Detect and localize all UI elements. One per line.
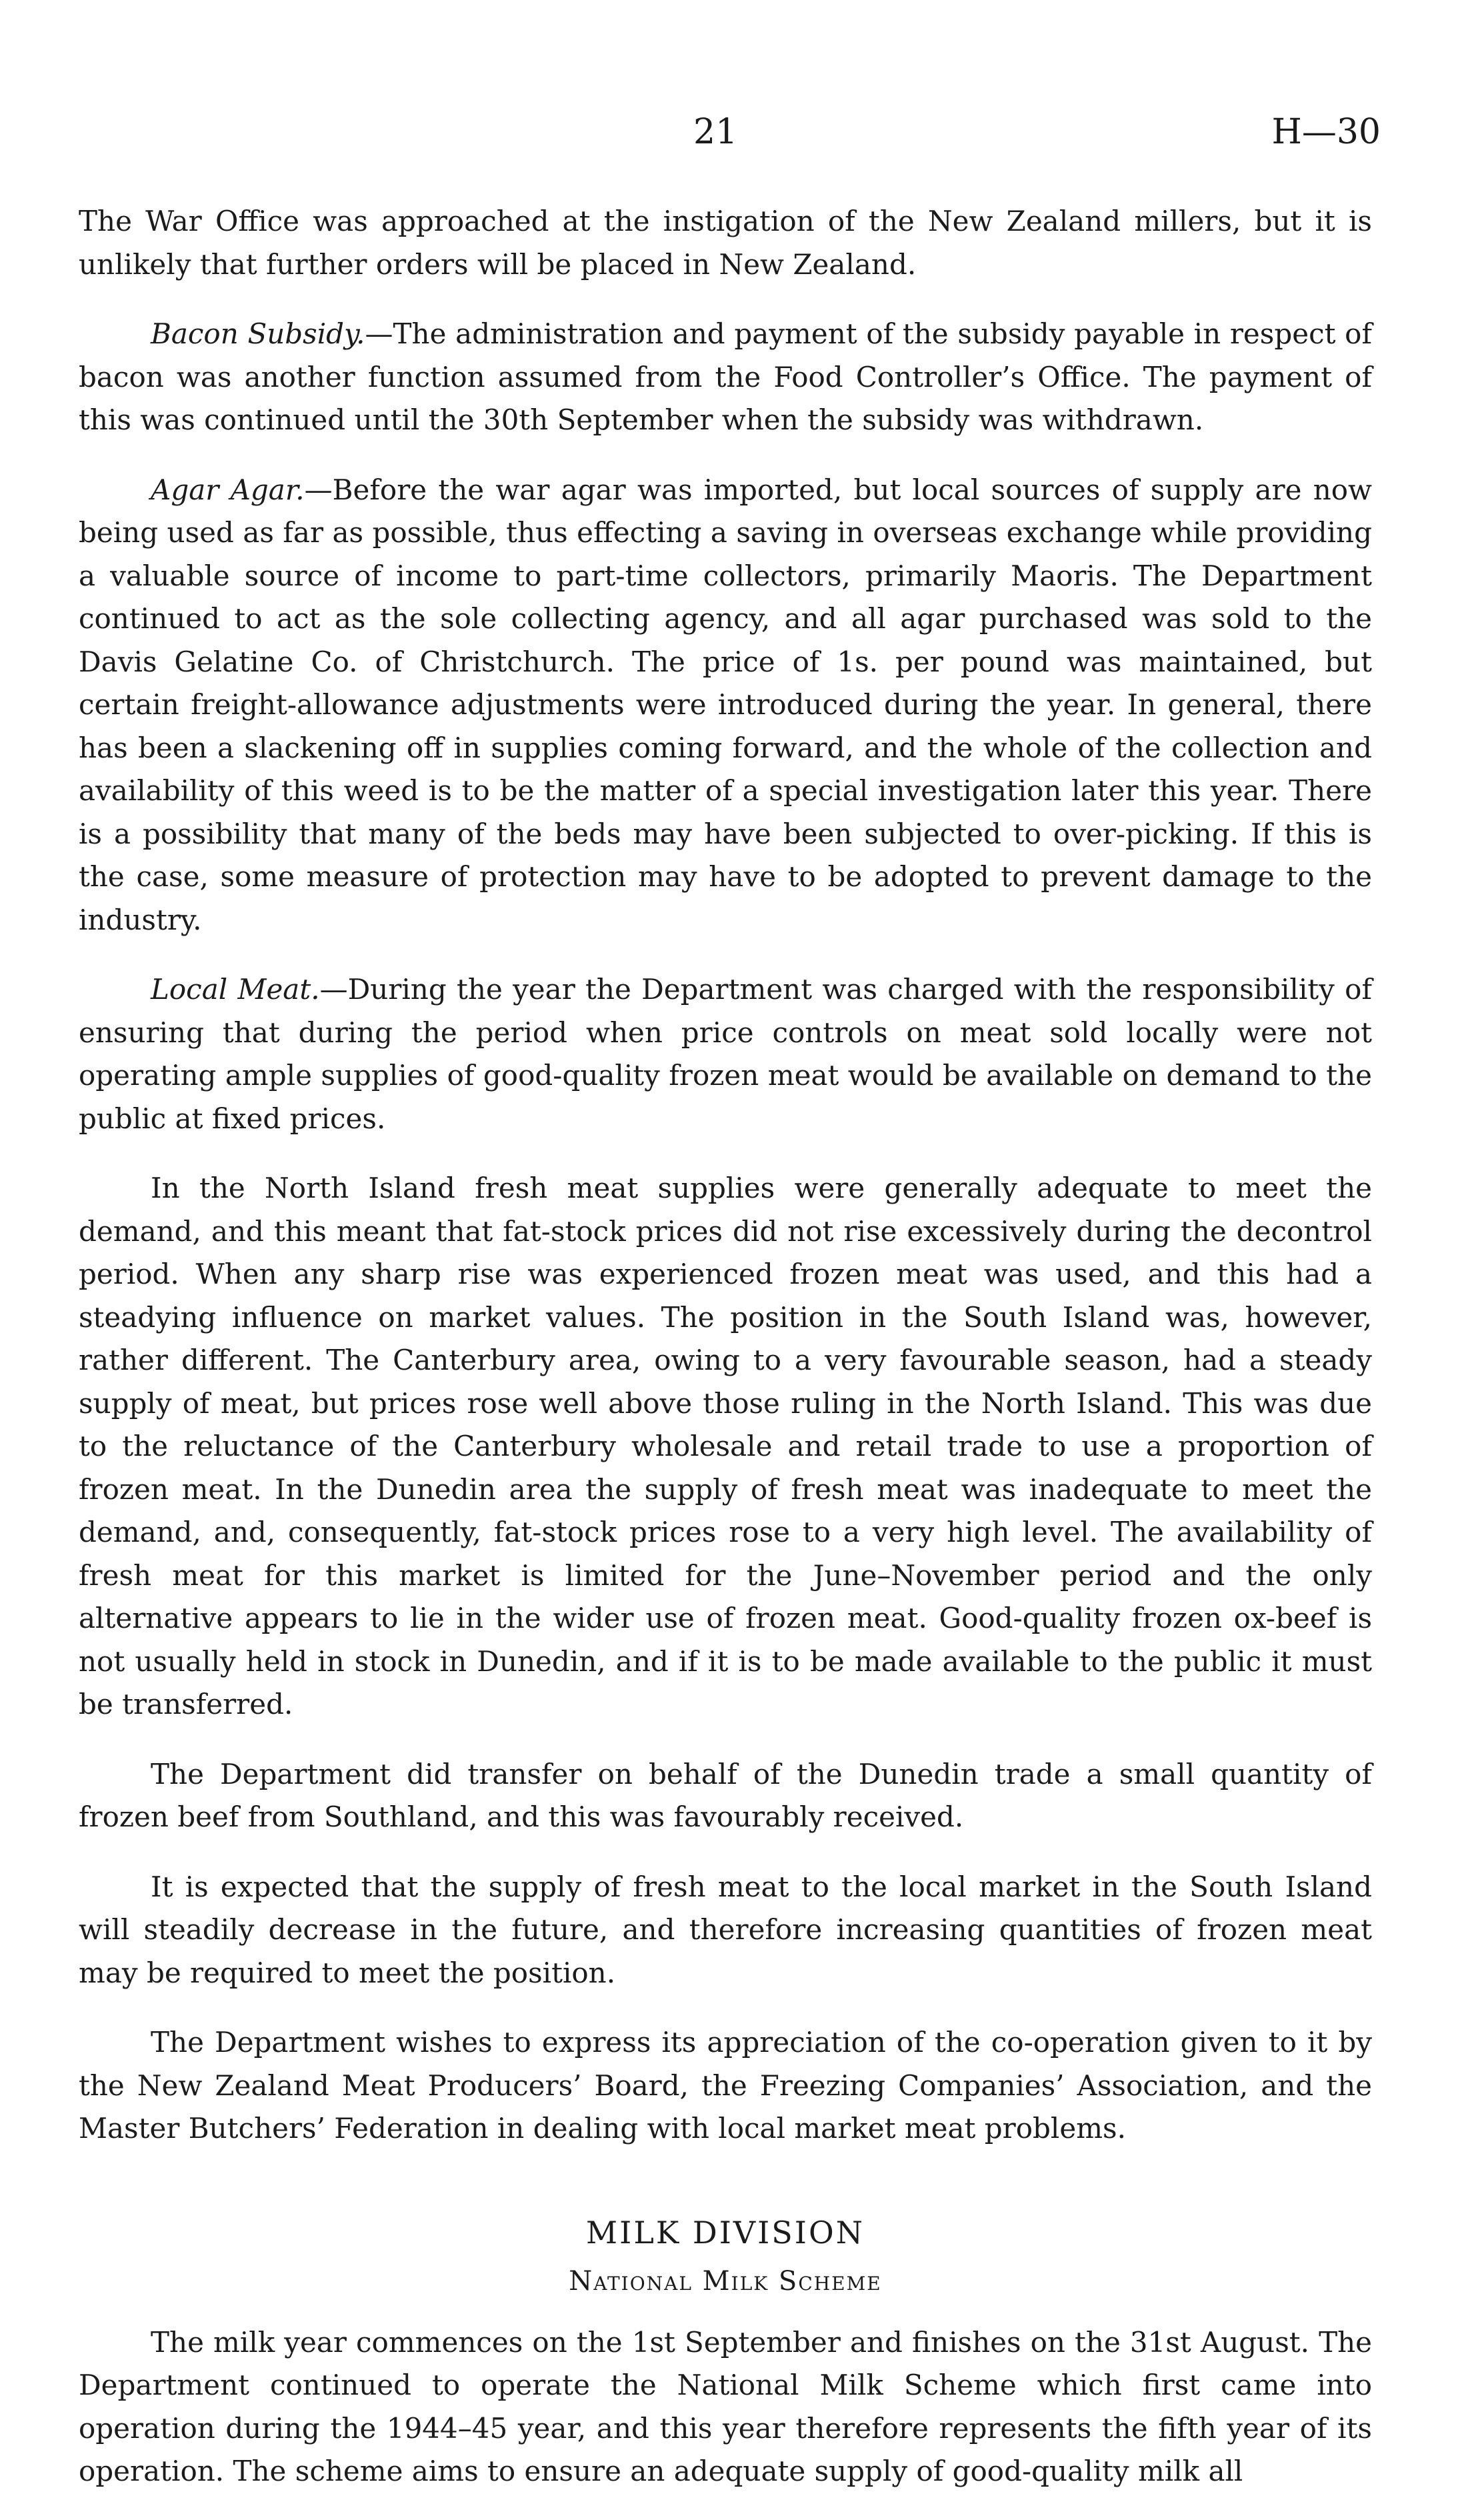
paragraph-text: The milk year commences on the 1st September and finishes on the 31st August. The Department continued to operate the National Milk Scheme which first came into operation during the 1944–45 year, and this year therefore represents the fifth year of its operation. The scheme aims to ensure an adequate supply of good-quality milk all — [79, 2325, 1372, 2487]
page-number: 21 — [693, 112, 738, 152]
paragraph-text: —Before the war agar was imported, but local sources of supply are now being used as far as possible, thus effecting a saving in overseas exchange while providing a valuable source of income to part-time collectors, primarily Maoris. The Department continued to act as the sole collecting agency, and all agar purchased was sold to the Davis Gelatine Co. of Christchurch. The price of 1s. per pound was maintained, but certain freight-allowance adjustments were introduced during the year. In general, there has been a slackening off in supplies coming forward, and the whole of the collection and availability of this weed is to be the matter of a special investigation later this year. There is a possibility that many of the beds may have been subjected to over-picking. If this is the case, some measure of protection may have to be adopted to prevent damage to the industry. — [79, 473, 1372, 936]
paragraph-text: In the North Island fresh meat supplies were generally adequate to meet the demand, and this meant that fat-stock prices did not rise excessively during the decontrol period. When any sharp rise was experienced frozen meat was used, and this had a steadying influence on market values. The position in the South Island was, however, rather different. The Canterbury area, owing to a very favourable season, had a steady supply of meat, but prices rose well above those ruling in the North Island. This was due to the reluctance of the Canterbury wholesale and retail trade to use a proportion of frozen meat. In the Dunedin area the supply of fresh meat was inadequate to meet the demand, and, consequently, fat-stock prices rose to a very high level. The availability of fresh meat for this market is limited for the June–November period and the only alternative appears to lie in the wider use of frozen meat. Good-quality frozen ox-beef is not usually held in stock in Dunedin, and if it is to be made available to the public it must be transferred. — [79, 1172, 1372, 1720]
paragraph-text: The War Office was approached at the instigation of the New Zealand millers, but it is unlikely that further orders will be placed in New Zealand. — [79, 205, 1372, 281]
paragraph-text: —The administration and payment of the subsidy payable in respect of bacon was another function assumed from the Food Controller’s Office. The payment of this was continued until the 30th September when the subsidy was withdrawn. — [79, 317, 1372, 436]
document-body — [79, 200, 1372, 2520]
paragraph-dunedin-transfer — [79, 1753, 1372, 1839]
paragraph-bacon-subsidy — [79, 313, 1372, 442]
section-heading-milk-division: MILK DIVISION — [586, 2214, 865, 2251]
paragraph-local-meat — [79, 968, 1372, 1140]
paragraph-agar-agar — [79, 469, 1372, 942]
paragraph-lead-bacon-subsidy: Bacon Subsidy. — [151, 317, 365, 350]
paragraph-text: It is expected that the supply of fresh meat to the local market in the South Island will steadily decrease in the future, and therefore increasing quantities of frozen meat may be required to meet the position. — [79, 1870, 1372, 1989]
paragraph-milk-year — [79, 2321, 1372, 2493]
page-header — [0, 112, 1474, 160]
paragraph-lead-agar-agar: Agar Agar. — [151, 473, 305, 506]
paragraph-north-island — [79, 1167, 1372, 1726]
paragraph-lead-local-meat: Local Meat. — [151, 973, 320, 1006]
subsection-heading-national-milk-scheme: National Milk Scheme — [569, 2265, 882, 2297]
paragraph-appreciation — [79, 2021, 1372, 2151]
paragraph-war-office — [79, 200, 1372, 286]
paragraph-text: The Department did transfer on behalf of the Dunedin trade a small quantity of frozen beef from Southland, and this was favourably received. — [79, 1757, 1372, 1833]
paragraph-text: The Department wishes to express its appreciation of the co-operation given to it by the New Zealand Meat Producers’ Board, the Freezing Companies’ Association, and the Master Butchers’ Federation in dealing with local market meat problems. — [79, 2026, 1372, 2145]
paragraph-text: —During the year the Department was charged with the responsibility of ensuring that during the period when price controls on meat sold locally were not operating ample supplies of good-quality frozen meat would be available on demand to the public at fixed prices. — [79, 973, 1372, 1135]
paragraph-south-island-supply — [79, 1866, 1372, 1995]
document-reference: H—30 — [1271, 112, 1381, 152]
